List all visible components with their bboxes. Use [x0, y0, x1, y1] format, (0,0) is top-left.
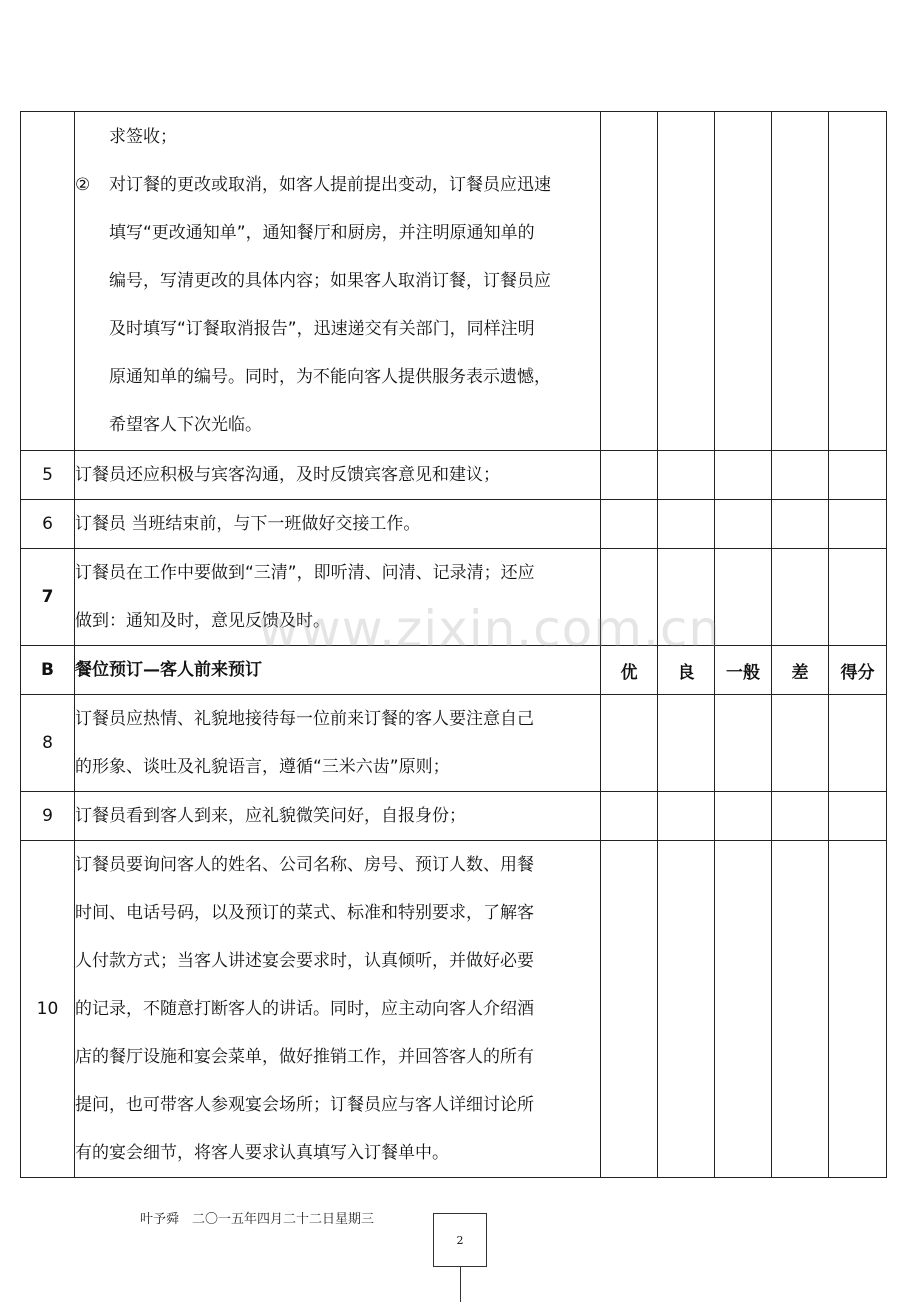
rating-cell[interactable] [658, 451, 715, 500]
rating-cell[interactable] [658, 841, 715, 1178]
score-cell[interactable] [829, 695, 887, 792]
list-item [75, 161, 600, 209]
table-row [21, 451, 887, 500]
row-content [75, 695, 601, 792]
rating-cell[interactable] [601, 451, 658, 500]
rating-cell[interactable] [658, 695, 715, 792]
section-title: 餐位预订—客人前来预订 [75, 646, 601, 695]
text-line: 有的宴会细节，将客人要求认真填写入订餐单中。 [75, 1143, 449, 1163]
rating-cell[interactable] [658, 112, 715, 451]
rating-header-excellent: 优 [601, 646, 658, 695]
text-line: 求签收； [109, 127, 177, 147]
rating-header-average: 一般 [715, 646, 772, 695]
rating-cell[interactable] [772, 112, 829, 451]
rating-cell[interactable] [772, 451, 829, 500]
row-number: 10 [21, 841, 75, 1178]
watermark: www.zixin.com.cn [258, 600, 722, 658]
page-number: 2 [456, 1233, 464, 1247]
rating-cell[interactable] [601, 841, 658, 1178]
text-line: 订餐员要询问客人的姓名、公司名称、房号、预订人数、用餐 [75, 855, 534, 875]
table-row [21, 695, 887, 792]
table-row [21, 792, 887, 841]
row-number-cell [21, 112, 75, 451]
rating-cell[interactable] [715, 500, 772, 549]
table-row [21, 549, 887, 646]
score-cell[interactable] [829, 841, 887, 1178]
score-cell[interactable] [829, 500, 887, 549]
rating-cell[interactable] [715, 841, 772, 1178]
section-code: B [21, 646, 75, 695]
rating-cell[interactable] [601, 792, 658, 841]
text-line: 店的餐厅设施和宴会菜单，做好推销工作，并回答客人的所有 [75, 1047, 534, 1067]
text-line: 及时填写“订餐取消报告”，迅速递交有关部门，同样注明 [109, 319, 535, 339]
rating-cell[interactable] [601, 549, 658, 646]
text-line: 原通知单的编号。同时，为不能向客人提供服务表示遗憾， [109, 367, 551, 387]
text-line: 对订餐的更改或取消，如客人提前提出变动，订餐员应迅速 [109, 175, 551, 195]
rating-cell[interactable] [772, 500, 829, 549]
text-line: 的形象、谈吐及礼貌语言，遵循“三米六齿”原则； [75, 757, 450, 777]
rating-cell[interactable] [715, 695, 772, 792]
table-row [21, 841, 887, 1178]
page-number-box [433, 1213, 487, 1267]
section-header-row [21, 646, 887, 695]
row-content: 订餐员 当班结束前，与下一班做好交接工作。 [75, 500, 601, 549]
rating-cell[interactable] [601, 112, 658, 451]
text-line: 编号，写清更改的具体内容；如果客人取消订餐，订餐员应 [109, 271, 551, 291]
score-cell[interactable] [829, 549, 887, 646]
text-line: 提问，也可带客人参观宴会场所；订餐员应与客人详细讨论所 [75, 1095, 534, 1115]
score-cell[interactable] [829, 451, 887, 500]
rating-cell[interactable] [772, 792, 829, 841]
row-content: 订餐员还应积极与宾客沟通，及时反馈宾客意见和建议； [75, 451, 601, 500]
row-content [75, 549, 601, 646]
row-content [75, 112, 601, 451]
rating-cell[interactable] [715, 792, 772, 841]
page-number-connector [460, 1266, 461, 1302]
row-content: 订餐员看到客人到来，应礼貌微笑问好，自报身份； [75, 792, 601, 841]
text-line: 做到：通知及时，意见反馈及时。 [75, 611, 330, 631]
text-line: 人付款方式；当客人讲述宴会要求时，认真倾听，并做好必要 [75, 951, 534, 971]
row-number: 7 [21, 549, 75, 646]
score-cell[interactable] [829, 112, 887, 451]
score-cell[interactable] [829, 792, 887, 841]
rating-header-good: 良 [658, 646, 715, 695]
rating-header-poor: 差 [772, 646, 829, 695]
text-line: 的记录，不随意打断客人的讲话。同时，应主动向客人介绍酒 [75, 999, 534, 1019]
text-line: 填写“更改通知单”，通知餐厅和厨房，并注明原通知单的 [109, 223, 535, 243]
rating-cell[interactable] [601, 500, 658, 549]
table-row [21, 500, 887, 549]
item-marker: ② [75, 175, 91, 195]
rating-cell[interactable] [658, 549, 715, 646]
text-line: 希望客人下次光临。 [109, 415, 262, 435]
evaluation-table [20, 111, 887, 1178]
rating-cell[interactable] [658, 792, 715, 841]
row-content [75, 841, 601, 1178]
rating-cell[interactable] [715, 549, 772, 646]
rating-cell[interactable] [772, 549, 829, 646]
text-line: 订餐员应热情、礼貌地接待每一位前来订餐的客人要注意自己 [75, 709, 534, 729]
rating-cell[interactable] [658, 500, 715, 549]
footer-author-date: 叶予舜 二〇一五年四月二十二日星期三 [140, 1212, 375, 1227]
table-row [21, 112, 887, 451]
rating-cell[interactable] [715, 451, 772, 500]
rating-cell[interactable] [601, 695, 658, 792]
row-number: 6 [21, 500, 75, 549]
rating-cell[interactable] [772, 695, 829, 792]
rating-cell[interactable] [715, 112, 772, 451]
row-number: 9 [21, 792, 75, 841]
text-line: 订餐员在工作中要做到“三清”，即听清、问清、记录清；还应 [75, 563, 535, 583]
text-line: 时间、电话号码，以及预订的菜式、标准和特别要求，了解客 [75, 903, 534, 923]
rating-header-score: 得分 [829, 646, 887, 695]
row-number: 8 [21, 695, 75, 792]
row-number: 5 [21, 451, 75, 500]
rating-cell[interactable] [772, 841, 829, 1178]
